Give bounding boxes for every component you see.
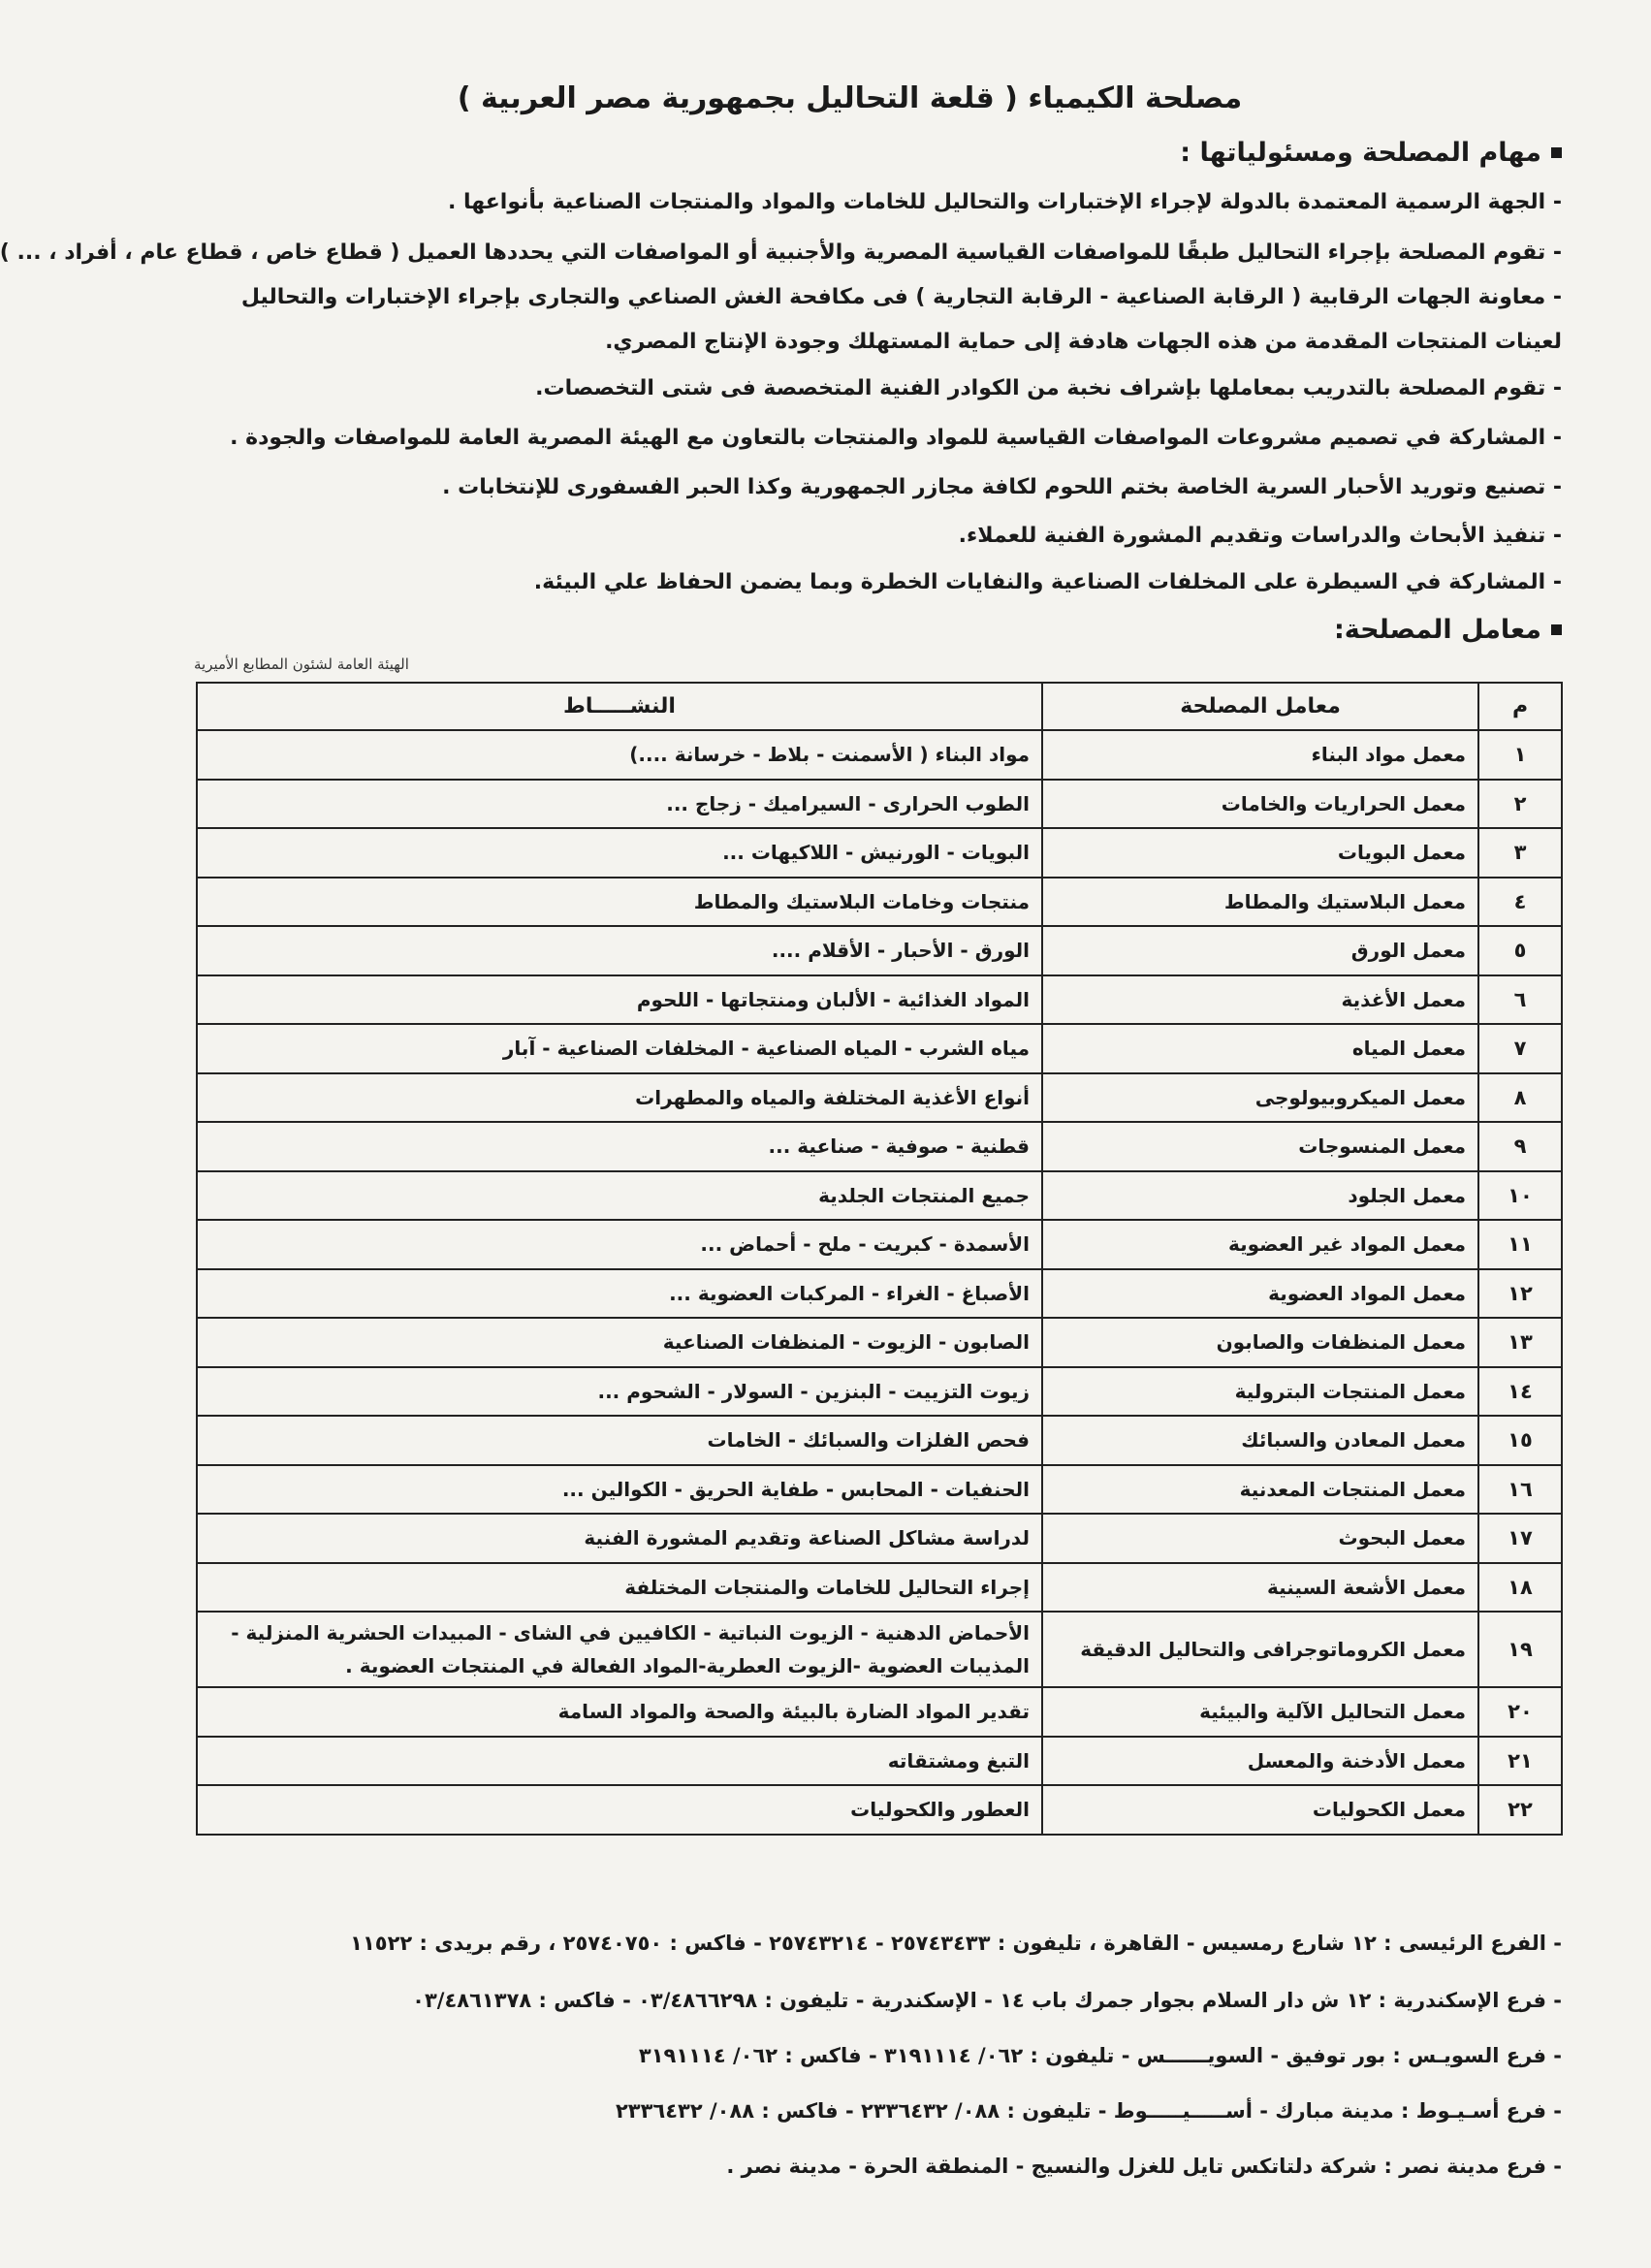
row-num: ١٧ <box>1478 1514 1562 1563</box>
lab-activity: لدراسة مشاكل الصناعة وتقديم المشورة الفنية <box>197 1514 1042 1563</box>
column-header-lab: معامل المصلحة <box>1042 683 1478 730</box>
duty-item: - تصنيع وتوريد الأحبار السرية الخاصة بختم اللحوم لكافة مجازر الجمهورية وكذا الحبر الفسفورى للإنتخابات . <box>442 475 1562 499</box>
lab-name: معمل الحراريات والخامات <box>1042 780 1478 829</box>
table-row <box>197 1785 1562 1835</box>
labs-heading <box>1334 615 1562 645</box>
lab-name: معمل المعادن والسبائك <box>1042 1416 1478 1465</box>
lab-activity: مواد البناء ( الأسمنت - بلاط - خرسانة ....) <box>197 730 1042 780</box>
row-num: ١١ <box>1478 1220 1562 1269</box>
column-header-num: م <box>1478 683 1562 730</box>
lab-name: معمل المنتجات المعدنية <box>1042 1465 1478 1515</box>
duty-item: - معاونة الجهات الرقابية ( الرقابة الصناعية - الرقابة التجارية ) فى مكافحة الغش الصناعي والتجارى بإجراء الإختبارات والتحاليل لعينات المنتجات المقدمة من هذه الجهات هادفة إلى حماية المستهلك وجودة الإنتاج المصري. <box>240 285 1562 354</box>
column-header-activity: النشـــــاط <box>197 683 1042 730</box>
lab-name: معمل الجلود <box>1042 1171 1478 1221</box>
table-row <box>197 1563 1562 1613</box>
lab-name: معمل المواد العضوية <box>1042 1269 1478 1319</box>
labs-heading-text: معامل المصلحة: <box>1333 615 1541 645</box>
lab-name: معمل البحوث <box>1042 1514 1478 1563</box>
branch-address: - فرع مدينة نصر : شركة دلتاتكس تايل للغزل والنسيج - المنطقة الحرة - مدينة نصر . <box>726 2155 1562 2178</box>
branch-address: - فرع السويـس : بور توفيق - السويــــــس - تليفون : ٠٦٢/ ٣١٩١١١٤ - فاكس : ٠٦٢/ ٣١٩١١١٤ <box>638 2044 1562 2067</box>
lab-activity: الأحماض الدهنية - الزيوت النباتية - الكافيين في الشاى - المبيدات الحشرية المنزلية - المذيبات العضوية -الزيوت العطرية-المواد الفعالة في المنتجات العضوية . <box>197 1612 1042 1687</box>
lab-activity: الأسمدة - كبريت - ملح - أحماض ... <box>197 1220 1042 1269</box>
lab-name: معمل المياه <box>1042 1024 1478 1073</box>
table-row <box>197 1220 1562 1269</box>
row-num: ١٤ <box>1478 1367 1562 1417</box>
table-row <box>197 975 1562 1025</box>
table-row <box>197 1416 1562 1465</box>
lab-name: معمل الورق <box>1042 926 1478 975</box>
row-num: ٩ <box>1478 1122 1562 1171</box>
lab-name: معمل المنظفات والصابون <box>1042 1318 1478 1367</box>
document-title: مصلحة الكيمياء ( قلعة التحاليل بجمهورية مصر العربية ) <box>457 81 1243 115</box>
row-num: ٦ <box>1478 975 1562 1025</box>
lab-activity: التبغ ومشتقاته <box>197 1737 1042 1786</box>
table-row <box>197 1073 1562 1123</box>
lab-activity: فحص الفلزات والسبائك - الخامات <box>197 1416 1042 1465</box>
row-num: ٤ <box>1478 878 1562 927</box>
lab-name: معمل البويات <box>1042 828 1478 878</box>
row-num: ١٨ <box>1478 1563 1562 1613</box>
row-num: ٢١ <box>1478 1737 1562 1786</box>
lab-name: معمل الأغذية <box>1042 975 1478 1025</box>
row-num: ٣ <box>1478 828 1562 878</box>
lab-activity: تقدير المواد الضارة بالبيئة والصحة والمواد السامة <box>197 1687 1042 1737</box>
table-header-row <box>197 683 1562 730</box>
table-row <box>197 1514 1562 1563</box>
publisher-note: الهيئة العامة لشئون المطابع الأميرية <box>194 655 409 673</box>
row-num: ١٠ <box>1478 1171 1562 1221</box>
table-row <box>197 780 1562 829</box>
duties-heading-text: مهام المصلحة ومسئولياتها : <box>1180 138 1541 168</box>
table-row <box>197 926 1562 975</box>
lab-activity: الطوب الحرارى - السيراميك - زجاج ... <box>197 780 1042 829</box>
row-num: ١٣ <box>1478 1318 1562 1367</box>
lab-name: معمل الأدخنة والمعسل <box>1042 1737 1478 1786</box>
lab-name: معمل الأشعة السينية <box>1042 1563 1478 1613</box>
lab-activity: قطنية - صوفية - صناعية ... <box>197 1122 1042 1171</box>
table-row <box>197 1612 1562 1687</box>
row-num: ١٩ <box>1478 1612 1562 1687</box>
row-num: ٥ <box>1478 926 1562 975</box>
lab-activity: المواد الغذائية - الألبان ومنتجاتها - اللحوم <box>197 975 1042 1025</box>
lab-name: معمل المواد غير العضوية <box>1042 1220 1478 1269</box>
row-num: ١٦ <box>1478 1465 1562 1515</box>
labs-table <box>196 682 1563 1836</box>
lab-name: معمل المنتجات البترولية <box>1042 1367 1478 1417</box>
table-row <box>197 1465 1562 1515</box>
row-num: ١٥ <box>1478 1416 1562 1465</box>
table-row <box>197 1122 1562 1171</box>
duty-item: - تقوم المصلحة بإجراء التحاليل طبقًا للمواصفات القياسية المصرية والأجنبية أو المواصفات التي يحددها العميل ( قطاع خاص ، قطاع عام ، أفراد ، ... ) <box>0 240 1562 265</box>
lab-activity: الأصباغ - الغراء - المركبات العضوية ... <box>197 1269 1042 1319</box>
table-row <box>197 1269 1562 1319</box>
lab-activity: زيوت التزييت - البنزين - السولار - الشحوم ... <box>197 1367 1042 1417</box>
row-num: ٢٠ <box>1478 1687 1562 1737</box>
duty-item: - تقوم المصلحة بالتدريب بمعاملها بإشراف نخبة من الكوادر الفنية المتخصصة فى شتى التخصصات. <box>535 376 1562 400</box>
duty-item: - الجهة الرسمية المعتمدة بالدولة لإجراء الإختبارات والتحاليل للخامات والمواد والمنتجات الصناعية بأنواعها . <box>447 190 1562 214</box>
lab-activity: جميع المنتجات الجلدية <box>197 1171 1042 1221</box>
row-num: ٢ <box>1478 780 1562 829</box>
table-row <box>197 1367 1562 1417</box>
lab-name: معمل المنسوجات <box>1042 1122 1478 1171</box>
lab-name: معمل الميكروبيولوجى <box>1042 1073 1478 1123</box>
row-num: ٢٢ <box>1478 1785 1562 1835</box>
lab-activity: الصابون - الزيوت - المنظفات الصناعية <box>197 1318 1042 1367</box>
branch-address: - الفرع الرئيسى : ١٢ شارع رمسيس - القاهرة ، تليفون : ٢٥٧٤٣٤٣٣ - ٢٥٧٤٣٢١٤ - فاكس : ٢٥٧٤٠٧٥٠ ، رقم بريدى : ١١٥٢٢ <box>350 1932 1562 1955</box>
duty-item: - تنفيذ الأبحاث والدراسات وتقديم المشورة الفنية للعملاء. <box>958 524 1562 548</box>
duty-item: - المشاركة في تصميم مشروعات المواصفات القياسية للمواد والمنتجات بالتعاون مع الهيئة المصرية العامة للمواصفات والجودة . <box>230 426 1562 450</box>
lab-activity: العطور والكحوليات <box>197 1785 1042 1835</box>
row-num: ٧ <box>1478 1024 1562 1073</box>
table-row <box>197 1024 1562 1073</box>
lab-activity: إجراء التحاليل للخامات والمنتجات المختلفة <box>197 1563 1042 1613</box>
lab-name: معمل التحاليل الآلية والبيئية <box>1042 1687 1478 1737</box>
lab-name: معمل الكروماتوجرافى والتحاليل الدقيقة <box>1042 1612 1478 1687</box>
lab-activity: منتجات وخامات البلاستيك والمطاط <box>197 878 1042 927</box>
lab-activity: الورق - الأحبار - الأقلام .... <box>197 926 1042 975</box>
lab-activity: البويات - الورنيش - اللاكيهات ... <box>197 828 1042 878</box>
square-bullet-icon <box>1551 624 1562 635</box>
lab-activity: مياه الشرب - المياه الصناعية - المخلفات الصناعية - آبار <box>197 1024 1042 1073</box>
lab-activity: أنواع الأغذية المختلفة والمياه والمطهرات <box>197 1073 1042 1123</box>
table-row <box>197 1171 1562 1221</box>
lab-name: معمل الكحوليات <box>1042 1785 1478 1835</box>
duty-item: - المشاركة في السيطرة على المخلفات الصناعية والنفايات الخطرة وبما يضمن الحفاظ علي البيئة. <box>533 570 1562 594</box>
lab-name: معمل مواد البناء <box>1042 730 1478 780</box>
table-row <box>197 878 1562 927</box>
table-row <box>197 1687 1562 1737</box>
lab-activity: الحنفيات - المحابس - طفاية الحريق - الكوالين ... <box>197 1465 1042 1515</box>
branch-address: - فرع أسـيـوط : مدينة مبارك - أســـــيـــــوط - تليفون : ٠٨٨/ ٢٣٣٦٤٣٢ - فاكس : ٠٨٨/ ٢٣٣٦٤٣٢ <box>615 2099 1562 2123</box>
row-num: ٨ <box>1478 1073 1562 1123</box>
table-row <box>197 730 1562 780</box>
table-row <box>197 1737 1562 1786</box>
lab-name: معمل البلاستيك والمطاط <box>1042 878 1478 927</box>
table-row <box>197 828 1562 878</box>
duties-heading <box>1180 138 1562 168</box>
row-num: ١ <box>1478 730 1562 780</box>
table-row <box>197 1318 1562 1367</box>
square-bullet-icon <box>1551 147 1562 158</box>
branch-address: - فرع الإسكندرية : ١٢ ش دار السلام بجوار جمرك باب ١٤ - الإسكندرية - تليفون : ٠٣/٤٨٦٦٢٩٨ - فاكس : ٠٣/٤٨٦١٣٧٨ <box>412 1989 1562 2012</box>
row-num: ١٢ <box>1478 1269 1562 1319</box>
